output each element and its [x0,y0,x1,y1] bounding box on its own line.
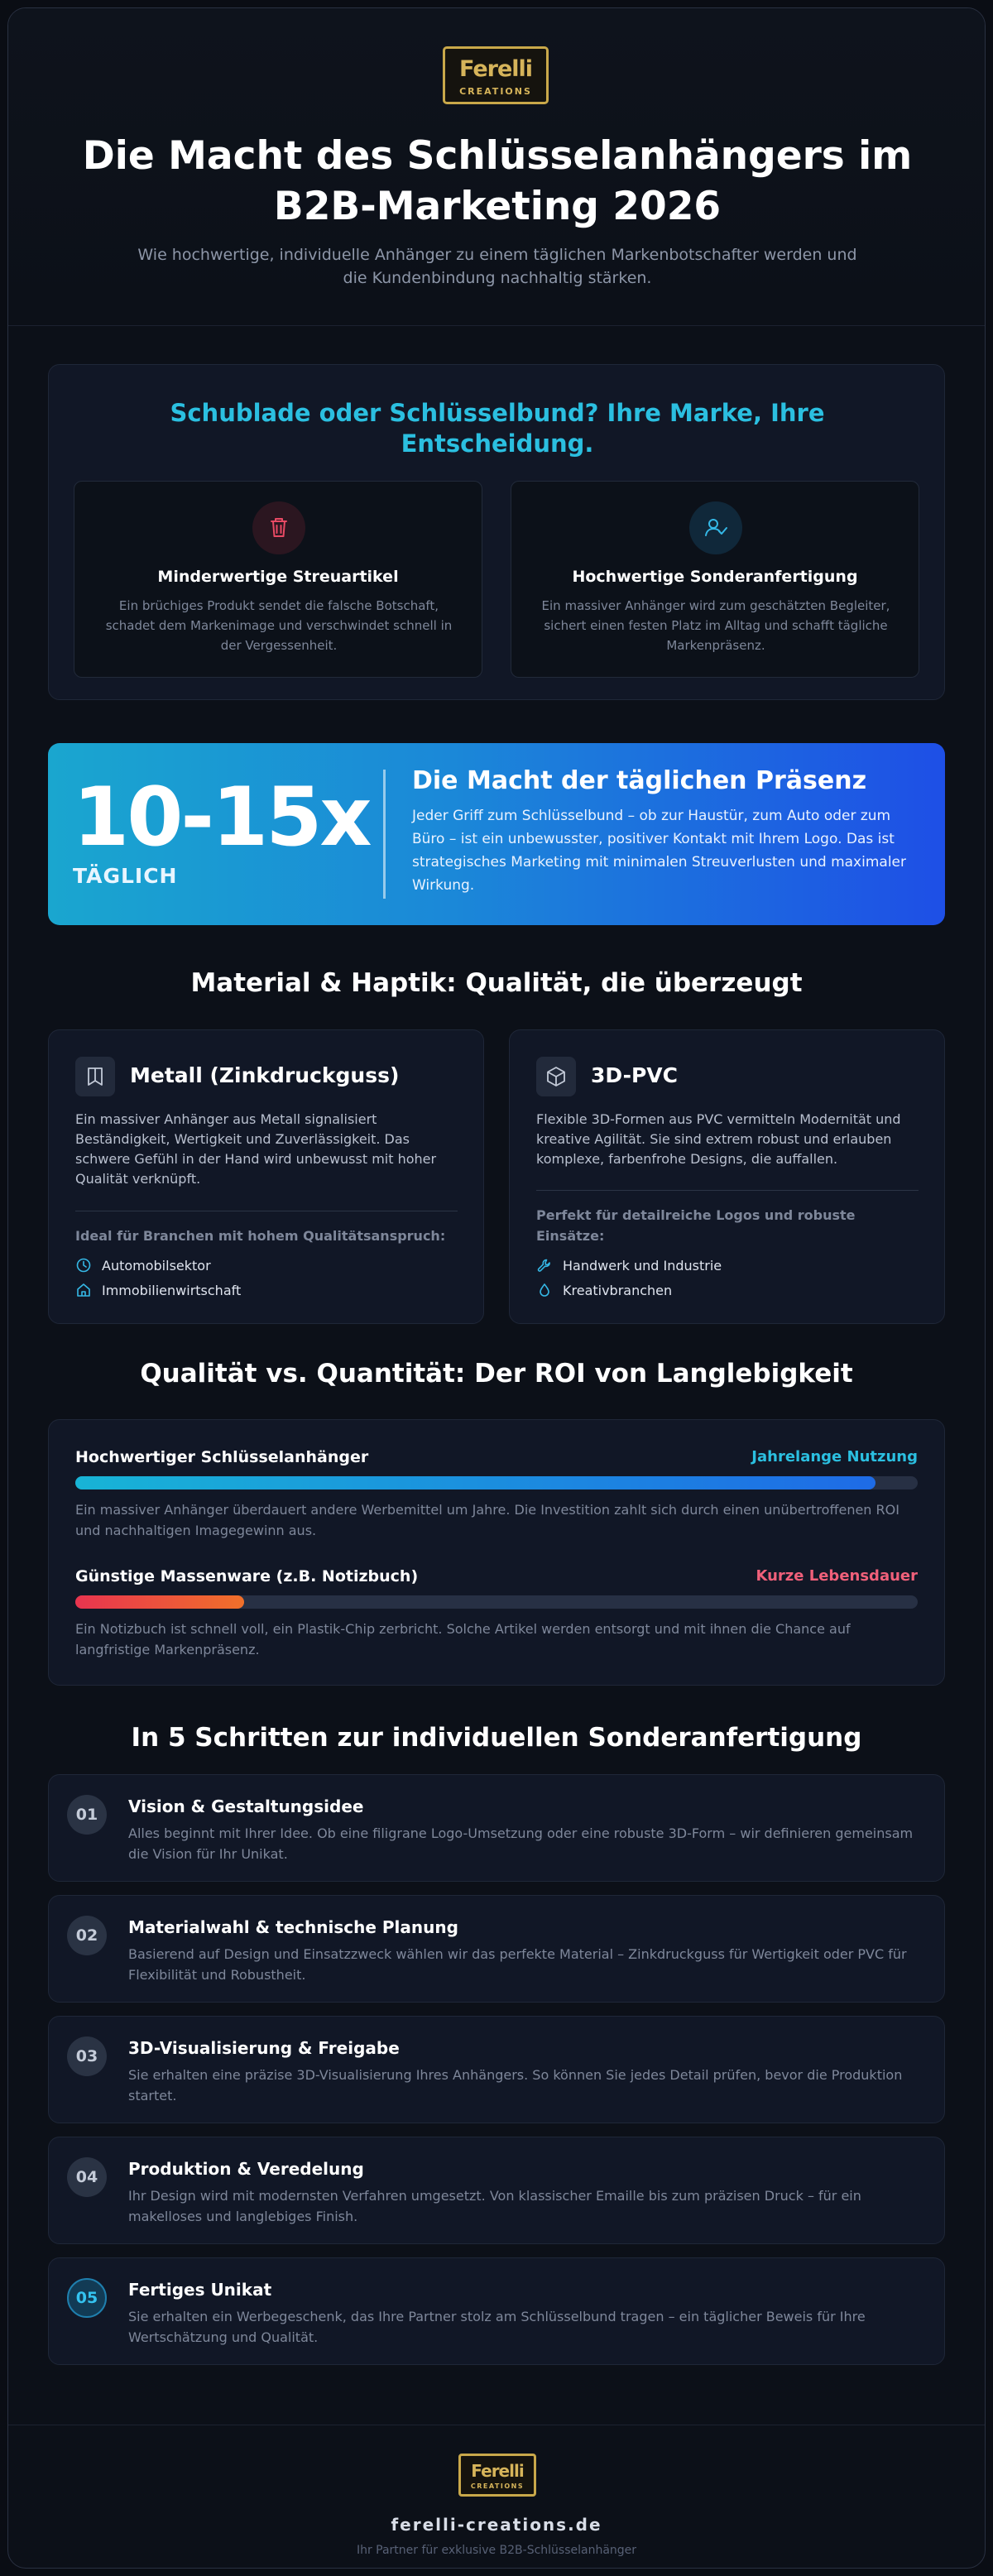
material-heading: Material & Haptik: Qualität, die überzeugt [190,968,803,998]
banner-divider [383,770,386,899]
step-text: Basierend auf Design und Einsatzzweck wählen wir das perfekte Material – Zinkdruckguss für Wertigkeit oder PVC für Flexibilität und Robustheit. [128,1946,907,1983]
metal-title: Metall (Zinkdruckguss) [130,1063,400,1087]
roi-text-quality: Ein massiver Anhänger überdauert andere Werbemittel um Jahre. Die Investition zahlt sich durch einen unübertroffenen ROI und nachhaltigen Imagegewinn aus. [75,1502,899,1538]
logo-wordmark: Ferelli [471,2461,524,2481]
step-number: 02 [67,1916,107,1955]
page-title: Die Macht des Schlüsselanhängers im B2B-Marketing 2026 [82,133,913,229]
logo-subline: CREATIONS [470,2482,525,2490]
roi-text-cheap: Ein Notizbuch ist schnell voll, ein Plastik-Chip zerbricht. Solche Artikel werden entsorgt und mit ihnen die Chance auf langfristige Markenpräsenz. [75,1621,851,1657]
wrench-icon [536,1257,553,1274]
step-text: Sie erhalten eine präzise 3D-Visualisierung Ihres Anhängers. So können Sie jedes Detail prüfen, bevor die Produktion startet. [128,2067,903,2103]
divider [536,1190,919,1191]
high-quality-title: Hochwertige Sonderanfertigung [572,568,858,586]
pvc-title: 3D-PVC [591,1063,679,1087]
material-card-pvc [509,1029,945,1324]
step-text: Sie erhalten ein Werbegeschenk, das Ihre Partner stolz am Schlüsselbund tragen – ein täglicher Beweis für Ihre Wertschätzung und Qualität. [128,2309,866,2345]
page-frame [7,7,986,2569]
step-text: Alles beginnt mit Ihrer Idee. Ob eine filigrane Logo-Umsetzung oder eine robuste 3D-Form – wir definieren gemeinsam die Vision für Ihr Unikat. [128,1825,914,1862]
user-check-icon [689,501,742,554]
roi-tag-cheap: Kurze Lebensdauer [756,1567,918,1585]
low-quality-title: Minderwertige Streuartikel [157,568,399,586]
step-title: Vision & Gestaltungsidee [128,1796,364,1816]
pvc-text: Flexible 3D-Formen aus PVC vermitteln Modernität und kreative Agilität. Sie sind extrem robust und erlauben komplexe, farbenfrohe Designs, die auffallen. [536,1111,901,1167]
presence-number: 10-15x [73,770,370,865]
step-title: Materialwahl & technische Planung [128,1917,458,1937]
roi-bar-fill [75,1476,875,1489]
footer-tagline: Ihr Partner für exklusive B2B-Schlüsselanhänger [356,2544,637,2557]
list-item-label: Immobilienwirtschaft [102,1282,242,1298]
step-title: 3D-Visualisierung & Freigabe [128,2038,400,2058]
roi-label-cheap: Günstige Massenware (z.B. Notizbuch) [75,1567,419,1585]
metal-text: Ein massiver Anhänger aus Metall signalisiert Beständigkeit, Wertigkeit und Zuverlässigkeit. Das schwere Gefühl in der Hand wird unbewusst mit hoher Qualität verknüpft. [75,1111,437,1187]
footer-url-link[interactable]: ferelli-creations.de [391,2515,602,2535]
roi-tag-quality: Jahrelange Nutzung [751,1448,918,1465]
step-title: Produktion & Veredelung [128,2159,364,2179]
presence-text: Jeder Griff zum Schlüsselbund – ob zur Haustür, zum Auto oder zum Büro – ist ein unbewusster, positiver Kontakt mit Ihrem Logo. Das ist strategisches Marketing mit minimalen Streuverlusten und maximaler Wirkung. [412,808,906,894]
metal-ideal-label: Ideal für Branchen mit hohem Qualitätsanspruch: [75,1228,446,1244]
logo-wordmark: Ferelli [458,56,533,82]
cube-icon [536,1057,576,1096]
step-card [48,2257,945,2365]
step-number: 04 [67,2157,107,2197]
presence-title: Die Macht der täglichen Präsenz [412,766,867,795]
list-item [75,1280,241,1300]
step-title: Fertiges Unikat [128,2280,272,2300]
roi-label-quality: Hochwertiger Schlüsselanhänger [75,1448,369,1466]
decision-title: Schublade oder Schlüsselbund? Ihre Marke, Ihre Entscheidung. [170,399,825,458]
roi-heading: Qualität vs. Quantität: Der ROI von Langlebigkeit [140,1359,853,1389]
roi-section [48,1419,945,1686]
brand-logo [443,46,549,104]
page-subtitle: Wie hochwertige, individuelle Anhänger zu einem täglichen Markenbotschafter werden und die Kundenbindung nachhaltig stärken. [137,246,857,287]
book-icon [75,1057,115,1096]
roi-bar-cheap [75,1595,918,1609]
home-icon [75,1282,92,1298]
list-item-label: Automobilsektor [102,1257,211,1274]
list-item [536,1280,672,1300]
header [8,8,985,326]
roi-bar-quality [75,1476,918,1489]
high-quality-card [511,481,919,678]
roi-bar-fill [75,1595,244,1609]
logo-subline: CREATIONS [459,86,532,97]
presence-unit: TÄGLICH [73,864,178,888]
step-number: 03 [67,2036,107,2076]
pvc-ideal-label: Perfekt für detailreiche Logos und robuste Einsätze: [536,1207,856,1244]
material-card-metal [48,1029,484,1324]
list-item [536,1255,722,1275]
step-card [48,1774,945,1882]
low-quality-card [74,481,482,678]
step-card [48,2016,945,2123]
low-quality-text: Ein brüchiges Produkt sendet die falsche Botschaft, schadet dem Markenimage und verschwindet schnell in der Vergessenheit. [105,598,453,653]
step-card [48,2137,945,2244]
step-text: Ihr Design wird mit modernsten Verfahren umgesetzt. Von klassischer Emaille bis zum präzisen Druck – für ein makelloses und langlebiges Finish. [128,2188,861,2224]
decision-section [48,364,945,700]
footer [8,2425,985,2569]
clock-icon [75,1257,92,1274]
list-item-label: Kreativbranchen [563,1282,673,1298]
list-item-label: Handwerk und Industrie [563,1257,722,1274]
high-quality-text: Ein massiver Anhänger wird zum geschätzten Begleiter, sichert einen festen Platz im Alltag und schafft tägliche Markenpräsenz. [541,598,890,653]
footer-logo [458,2454,536,2497]
step-card [48,1895,945,2003]
trash-icon [252,501,305,554]
step-number: 01 [67,1795,107,1835]
list-item [75,1255,211,1275]
steps-heading: In 5 Schritten zur individuellen Sonderanfertigung [131,1723,862,1753]
step-number: 05 [67,2278,107,2318]
presence-banner [48,743,945,925]
drop-icon [536,1282,553,1298]
